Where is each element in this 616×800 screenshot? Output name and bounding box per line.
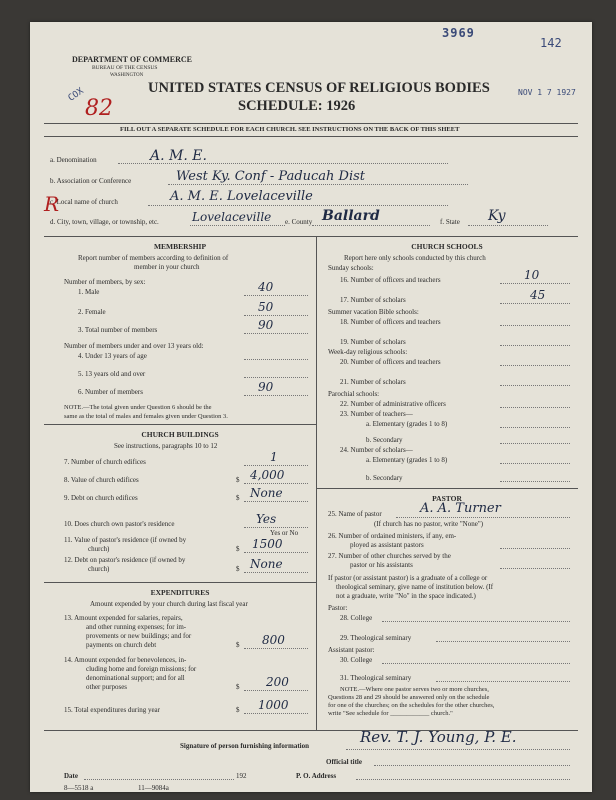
buildings-heading: CHURCH BUILDINGS bbox=[141, 430, 219, 439]
q8-label: 8. Value of church edifices bbox=[64, 476, 139, 484]
q2-label: 2. Female bbox=[78, 308, 106, 316]
q11-value: 1500 bbox=[252, 537, 283, 551]
q20-label: 20. Number of officers and teachers bbox=[340, 358, 441, 366]
summer-label: Summer vacation Bible schools: bbox=[328, 308, 419, 316]
q26-label-b: ployed as assistant pastors bbox=[350, 541, 424, 549]
state-value: Ky bbox=[488, 208, 506, 224]
q17-value: 45 bbox=[530, 288, 546, 302]
q1-label: 1. Male bbox=[78, 288, 100, 296]
q30-label: 30. College bbox=[340, 656, 373, 664]
q3-value: 90 bbox=[258, 318, 274, 332]
q24b-label: b. Secondary bbox=[366, 474, 403, 482]
pastor-note-1: NOTE.—Where one pastor serves two or more churches, bbox=[340, 686, 489, 693]
q23-label: 23. Number of teachers— bbox=[340, 410, 413, 418]
q23b-label: b. Secondary bbox=[366, 436, 403, 444]
q10-value: Yes bbox=[256, 512, 277, 526]
q14-label-d: other purposes bbox=[86, 683, 128, 691]
city-town-value: Lovelaceville bbox=[192, 210, 272, 224]
q11-label-b: church) bbox=[88, 545, 110, 553]
form-number-1: 8—5518 a bbox=[64, 784, 94, 792]
date-stamp: NOV 1 7 1927 bbox=[518, 88, 576, 97]
pastor-note-4: write "See schedule for ____________ church." bbox=[328, 710, 453, 717]
q7-label: 7. Number of church edifices bbox=[64, 458, 146, 466]
year-label: 192 bbox=[236, 772, 247, 780]
q9-value: None bbox=[250, 486, 283, 500]
q29-label: 29. Theological seminary bbox=[340, 634, 412, 642]
official-title-label: Official title bbox=[326, 758, 362, 766]
q31-label: 31. Theological seminary bbox=[340, 674, 412, 682]
q24a-label: a. Elementary (grades 1 to 8) bbox=[366, 456, 448, 464]
q7-value: 1 bbox=[270, 450, 278, 464]
q11-label-a: 11. Value of pastor's residence (if owned by bbox=[64, 536, 187, 544]
q12-value: None bbox=[250, 557, 283, 571]
q26-label-a: 26. Number of ordained ministers, if any, em- bbox=[328, 532, 457, 540]
q14-dollar: $ bbox=[236, 683, 240, 691]
q22-label: 22. Number of administrative officers bbox=[340, 400, 446, 408]
q12-label-b: church) bbox=[88, 565, 110, 573]
membership-note-a: NOTE.—The total given under Question 6 should be the bbox=[64, 404, 212, 411]
expenditures-heading: EXPENDITURES bbox=[150, 588, 210, 597]
county-value: Ballard bbox=[322, 208, 380, 224]
q15-dollar: $ bbox=[236, 706, 240, 714]
q2-value: 50 bbox=[258, 300, 274, 314]
q25-note: (If church has no pastor, write "None") bbox=[374, 520, 484, 528]
q19-label: 19. Number of scholars bbox=[340, 338, 406, 346]
expenditures-sub: Amount expended by your church during last fiscal year bbox=[90, 600, 248, 608]
city-label: WASHINGTON bbox=[110, 73, 144, 78]
signature-value: Rev. T. J. Young, P. E. bbox=[360, 728, 517, 746]
q13-label-b: and other running expenses; for im- bbox=[86, 623, 187, 631]
membership-note-2: member in your church bbox=[134, 263, 200, 271]
q14-label-a: 14. Amount expended for benevolences, in- bbox=[64, 656, 187, 664]
grad-note-2: theological seminary, give name of institution below. (If bbox=[336, 583, 494, 591]
buildings-sub: See instructions, paragraphs 10 to 12 bbox=[114, 442, 218, 450]
pastor-sub-label: Pastor: bbox=[328, 604, 348, 612]
local-name-label: c. Local name of church bbox=[50, 198, 118, 206]
q11-dollar: $ bbox=[236, 545, 240, 553]
q18-label: 18. Number of officers and teachers bbox=[340, 318, 441, 326]
q5-label: 5. 13 years old and over bbox=[78, 370, 146, 378]
membership-heading: MEMBERSHIP bbox=[153, 242, 207, 251]
red-r-mark: R bbox=[44, 192, 60, 216]
corner-number: 142 bbox=[540, 36, 562, 50]
red-number: 82 bbox=[85, 96, 113, 121]
q13-label-c: provements or new buildings; and for bbox=[86, 632, 192, 640]
instruction-line: FILL OUT A SEPARATE SCHEDULE FOR EACH CHURCH. SEE INSTRUCTIONS ON THE BACK OF THIS SHEET bbox=[120, 126, 460, 133]
schools-sub: Report here only schools conducted by this church bbox=[344, 254, 486, 262]
q8-dollar: $ bbox=[236, 476, 240, 484]
q8-value: 4,000 bbox=[250, 468, 285, 482]
q13-label-d: payments on church debt bbox=[86, 641, 157, 649]
q15-label: 15. Total expenditures during year bbox=[64, 706, 160, 714]
schools-heading: CHURCH SCHOOLS bbox=[411, 242, 483, 251]
q6-label: 6. Number of members bbox=[78, 388, 143, 396]
state-label: f. State bbox=[440, 218, 460, 226]
q27-label-a: 27. Number of other churches served by the bbox=[328, 552, 451, 560]
q14-label-c: denominational support; and for all bbox=[86, 674, 185, 682]
q6-value: 90 bbox=[258, 380, 274, 394]
q17-label: 17. Number of scholars bbox=[340, 296, 406, 304]
q12-label-a: 12. Debt on pastor's residence (if owned by bbox=[64, 556, 186, 564]
q9-dollar: $ bbox=[236, 494, 240, 502]
grad-note-3: not a graduate, write "No" in the space indicated.) bbox=[336, 592, 476, 600]
form-title: UNITED STATES CENSUS OF RELIGIOUS BODIES bbox=[148, 80, 490, 96]
q21-label: 21. Number of scholars bbox=[340, 378, 406, 386]
local-name-value: A. M. E. Lovelaceville bbox=[170, 189, 313, 204]
city-town-label: d. City, town, village, or township, etc. bbox=[50, 218, 159, 226]
denomination-value: A. M. E. bbox=[150, 148, 207, 164]
q13-dollar: $ bbox=[236, 641, 240, 649]
membership-note-b: same as the total of males and females given under Question 3. bbox=[64, 413, 228, 420]
weekday-label: Week-day religious schools: bbox=[328, 348, 408, 356]
form-number-2: 11—9084a bbox=[138, 784, 169, 792]
q13-value: 800 bbox=[262, 633, 285, 647]
q1-value: 40 bbox=[258, 280, 274, 294]
q15-value: 1000 bbox=[258, 698, 289, 712]
q13-label-a: 13. Amount expended for salaries, repairs, bbox=[64, 614, 183, 622]
sunday-label: Sunday schools: bbox=[328, 264, 374, 272]
q14-label-b: cluding home and foreign missions; for bbox=[86, 665, 197, 673]
q10-label: 10. Does church own pastor's residence bbox=[64, 520, 175, 528]
q3-label: 3. Total number of members bbox=[78, 326, 158, 334]
denomination-label: a. Denomination bbox=[50, 156, 97, 164]
yes-no-hint: Yes or No bbox=[270, 529, 299, 537]
po-address-label: P. O. Address bbox=[296, 772, 337, 780]
q14-value: 200 bbox=[266, 675, 289, 689]
cox-stamp: COX bbox=[66, 86, 86, 104]
bureau-label: BUREAU OF THE CENSUS bbox=[92, 65, 158, 71]
census-schedule-form bbox=[30, 22, 592, 792]
q25-label: 25. Name of pastor bbox=[328, 510, 382, 518]
association-label: b. Association or Conference bbox=[50, 177, 132, 185]
department-label: DEPARTMENT OF COMMERCE bbox=[72, 55, 193, 64]
by-sex-label: Number of members, by sex: bbox=[64, 278, 146, 286]
date-label: Date bbox=[64, 772, 78, 780]
grad-note-1: If pastor (or assistant pastor) is a graduate of a college or bbox=[328, 574, 488, 582]
pastor-heading: PASTOR bbox=[432, 494, 462, 503]
assistant-label: Assistant pastor: bbox=[328, 646, 375, 654]
pastor-note-3: for one of the churches; on the schedules for the other churches, bbox=[328, 702, 495, 709]
parochial-label: Parochial schools: bbox=[328, 390, 380, 398]
signature-label: Signature of person furnishing information bbox=[180, 742, 309, 750]
q16-value: 10 bbox=[524, 268, 540, 282]
q27-label-b: pastor or his assistants bbox=[350, 561, 413, 569]
association-value: West Ky. Conf - Paducah Dist bbox=[176, 169, 366, 184]
q28-label: 28. College bbox=[340, 614, 373, 622]
serial-stamp: 3969 bbox=[442, 26, 475, 40]
q24-label: 24. Number of scholars— bbox=[340, 446, 413, 454]
membership-note-1: Report number of members according to definition of bbox=[78, 254, 229, 262]
pastor-note-2: Questions 28 and 29 should be answered only on the schedule bbox=[328, 694, 490, 701]
q4-label: 4. Under 13 years of age bbox=[78, 352, 147, 360]
schedule-title: SCHEDULE: 1926 bbox=[238, 98, 356, 114]
county-label: e. County bbox=[285, 218, 313, 226]
q23a-label: a. Elementary (grades 1 to 8) bbox=[366, 420, 448, 428]
q25-value: A. A. Turner bbox=[420, 501, 501, 516]
age-heading: Number of members under and over 13 years old: bbox=[64, 342, 204, 350]
q12-dollar: $ bbox=[236, 565, 240, 573]
q16-label: 16. Number of officers and teachers bbox=[340, 276, 441, 284]
q9-label: 9. Debt on church edifices bbox=[64, 494, 138, 502]
